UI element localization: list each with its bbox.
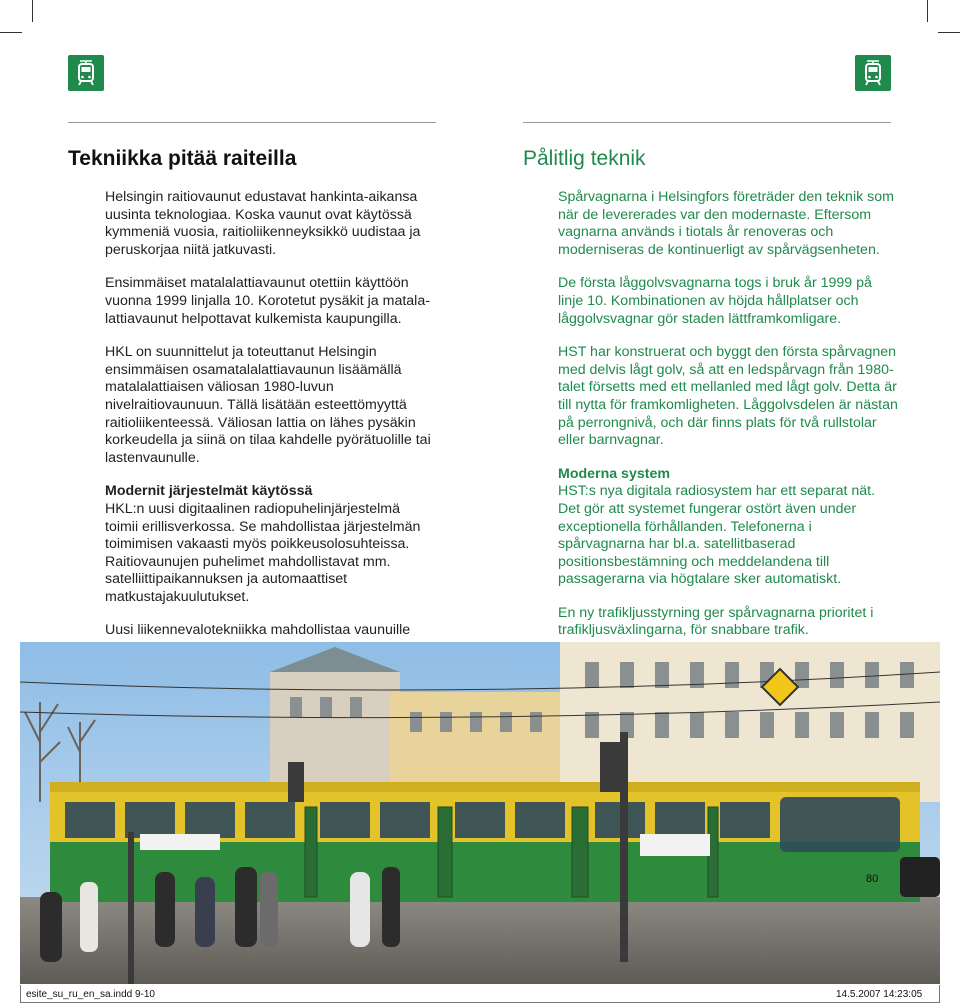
- finnish-column: [105, 189, 435, 674]
- swedish-paragraph: En ny trafikljusstyrning ger spårvagnarna prioritet i trafikljusväxlingarna, för snabbare trafik.: [558, 604, 874, 639]
- swedish-paragraph: Spårvagnarna i Helsingfors företräder den teknik som när de levererades var den modernaste. Eftersom vagnarna används i tiotals år renoveras och moderniseras de kontinuerligt av spårvägsenheten.: [558, 189, 894, 258]
- svg-text:80: 80: [866, 873, 879, 885]
- crop-mark: [927, 0, 928, 22]
- crop-mark: [32, 0, 33, 22]
- finnish-paragraph: HKL:n uusi digitaalinen radiopuhelinjärjestelmä toimii erillisverkossa. Se mahdollistaa järjestelmän toimimisen vakaasti myös poikkeusolosuhteissa. Raitiovaunujen puhelimet mahdollistavat mm. satelliittipaikannuksen ja automaattiset matkustajakuulutukset.: [105, 500, 421, 605]
- divider-rule: [68, 122, 436, 123]
- swedish-paragraph: De första låggolvsvagnarna togs i bruk år 1999 på linje 10. Kombinationen av höjda hållplatser och låggolvsvagnar gör staden lättframkomligare.: [558, 275, 872, 327]
- swedish-subheading: Moderna system: [558, 465, 670, 482]
- finnish-paragraph: HKL on suunnittelut ja toteuttanut Helsingin ensimmäisen osamatalalattiavaunun lisäämällä matalalattiaisen väliosan 1980-luvun nivelraitiovaunuun. Tällä lisätään esteettömyyttä raitioliikenteessä. Väliosan lattia on lähes pysäkin korkeudella ja siinä on tilaa kahdelle pyörätuolille tai lastenvaunulle.: [105, 344, 431, 466]
- slug-file: esite_su_ru_en_sa.indd 9-10: [26, 989, 155, 1000]
- finnish-title: Tekniikka pitää raiteilla: [68, 147, 297, 170]
- swedish-column: [558, 189, 898, 656]
- finnish-paragraph: Ensimmäiset matalalattiavaunut otettiin käyttöön vuonna 1999 linjalla 10. Korotetut pysäkit ja matala-lattiavaunut helpottavat kulkemista kaupungilla.: [105, 275, 430, 327]
- crop-mark: [0, 32, 22, 33]
- tram-icon: [68, 55, 104, 91]
- swedish-paragraph: HST har konstruerat och byggt den första spårvagnen med delvis lågt golv, så att en ledspårvagn från 1980-talet försetts med ett mellanled med lågt golv. Detta är till nytta för framkomligheten. Låggolvsdelen är nästan på perrongnivå, och där finns plats för två rullstolar eller barnvagnar.: [558, 344, 898, 449]
- finnish-paragraph: Uusi liikennevalotekniikka mahdollistaa vaunuille: [105, 622, 411, 639]
- slug-line: [0, 985, 960, 1005]
- swedish-paragraph: HST:s nya digitala radiosystem har ett separat nät. Det gör att systemet fungerar ostört även under exceptionella förhållanden. Telefonerna i spårvagnarna har bl.a. satellitbaserad positionsbestämning och meddelandena till passagerarna via högtalare sker automatiskt.: [558, 483, 876, 588]
- tram-street-photo: [20, 642, 940, 984]
- crop-mark: [938, 32, 960, 33]
- slug-timestamp: 14.5.2007 14:23:05: [836, 989, 923, 1000]
- finnish-paragraph: Helsingin raitiovaunut edustavat hankinta-aikansa uusinta teknologiaa. Koska vaunut ovat käytössä kymmeniä vuosia, raitioliikenneyksikkö uudistaa ja peruskorjaa niitä jatkuvasti.: [105, 189, 421, 258]
- divider-rule: [523, 122, 891, 123]
- finnish-subheading: Modernit järjestelmät käytössä: [105, 483, 313, 500]
- swedish-title: Pålitlig teknik: [523, 147, 646, 170]
- tram-icon: [855, 55, 891, 91]
